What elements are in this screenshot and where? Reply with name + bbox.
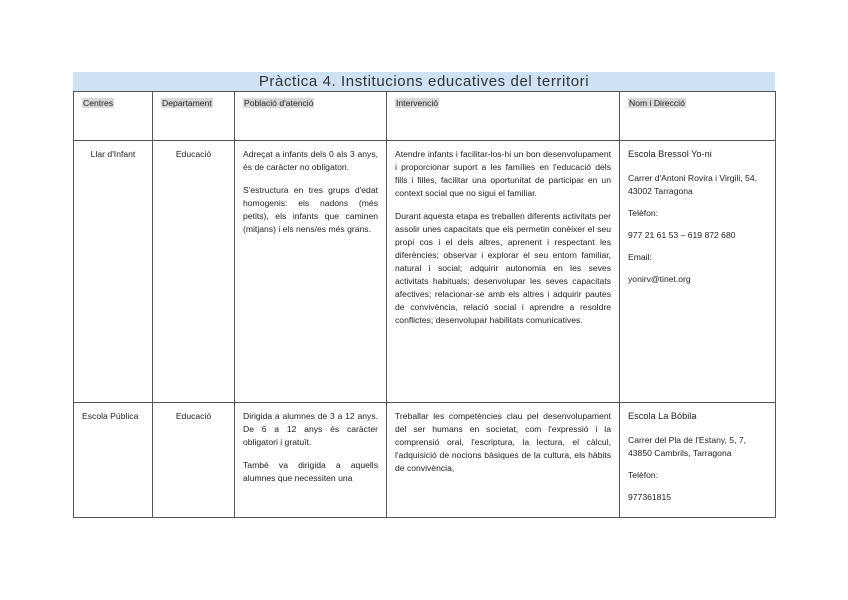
school-address: Carrer d'Antoni Rovira i Virgili, 54, 43002 Tarragona — [628, 173, 758, 196]
phone-number: 977361815 — [628, 492, 672, 502]
phone-label: Telèfon: — [628, 470, 659, 480]
header-nom-direccio: Nom i Direcció — [620, 92, 776, 141]
cell-intervencio — [387, 403, 620, 518]
header-centres: Centres — [74, 92, 153, 141]
institutions-table — [73, 91, 776, 518]
cell-departament: Educació — [153, 403, 235, 518]
cell-nom-direccio — [620, 141, 776, 403]
table-row — [74, 403, 776, 518]
cell-departament: Educació — [153, 141, 235, 403]
paragraph: Durant aquesta etapa es treballen diferents activitats per assolir unes capacitats que els permetin conèixer el seu propi cos i el dels altres, aprenent i respectant les diferències; observar i explorar el seu entorn familiar, natural i social; adquirir autonomia en les seves activitats habituals; desenvolupar les seves capacitats afectives; relacionar-se amb els altres i adquirir pautes de convivència, relació social i aprendre a resoldre conflictes; desenvolupar habilitats comunicatives. — [395, 211, 611, 325]
paragraph: Treballar les competències clau pel desenvolupament del ser humans en societat, com l'expressió i la comprensió oral, l'escriptura, la lectura, el càlcul, l'adquisició de nocions bàsiques de la cultura, els hàbits de convivència, — [395, 411, 611, 473]
header-poblacio: Població d'atenció — [235, 92, 387, 141]
paragraph: També va dirigida a aquells alumnes que necessiten una — [243, 460, 378, 483]
phone-label: Telèfon: — [628, 208, 659, 218]
email-address: yonirv@tinet.org — [628, 274, 691, 284]
header-row — [74, 92, 776, 141]
email-label: Email: — [628, 252, 652, 262]
cell-intervencio — [387, 141, 620, 403]
cell-centre: Llar d'Infant — [74, 141, 153, 403]
cell-centre: Escola Pública — [74, 403, 153, 518]
header-departament: Departament — [153, 92, 235, 141]
phone-number: 977 21 61 53 – 619 872 680 — [628, 230, 736, 240]
paragraph: Atendre infants i facilitar-los-hi un bon desenvolupament i proporcionar suport a les famílies en l'educació dels fills i filles, facilitar una oportunitat de participar en un context social que no sigui el familiar. — [395, 149, 611, 198]
document-title: Pràctica 4. Institucions educatives del territori — [73, 72, 775, 91]
school-address: Carrer del Pla de l'Estany, 5, 7, 43850 Cambrils, Tarragona — [628, 435, 747, 458]
header-intervencio: Intervenció — [387, 92, 620, 141]
school-name: Escola Bressol Yo-ni — [628, 149, 712, 159]
paragraph: Adreçat a infants dels 0 als 3 anys, és de caràcter no obligatori. — [243, 149, 378, 172]
paragraph: Dirigida a alumnes de 3 a 12 anys. De 6 a 12 anys és caràcter obligatori i gratuït. — [243, 411, 378, 447]
cell-poblacio — [235, 403, 387, 518]
table-row — [74, 141, 776, 403]
cell-nom-direccio — [620, 403, 776, 518]
paragraph: S'estructura en tres grups d'edat homogenis: els nadons (més petits), els infants que caminen (mitjans) i els nens/es més grans. — [243, 185, 378, 234]
cell-poblacio — [235, 141, 387, 403]
school-name: Escola La Bóbila — [628, 411, 697, 421]
